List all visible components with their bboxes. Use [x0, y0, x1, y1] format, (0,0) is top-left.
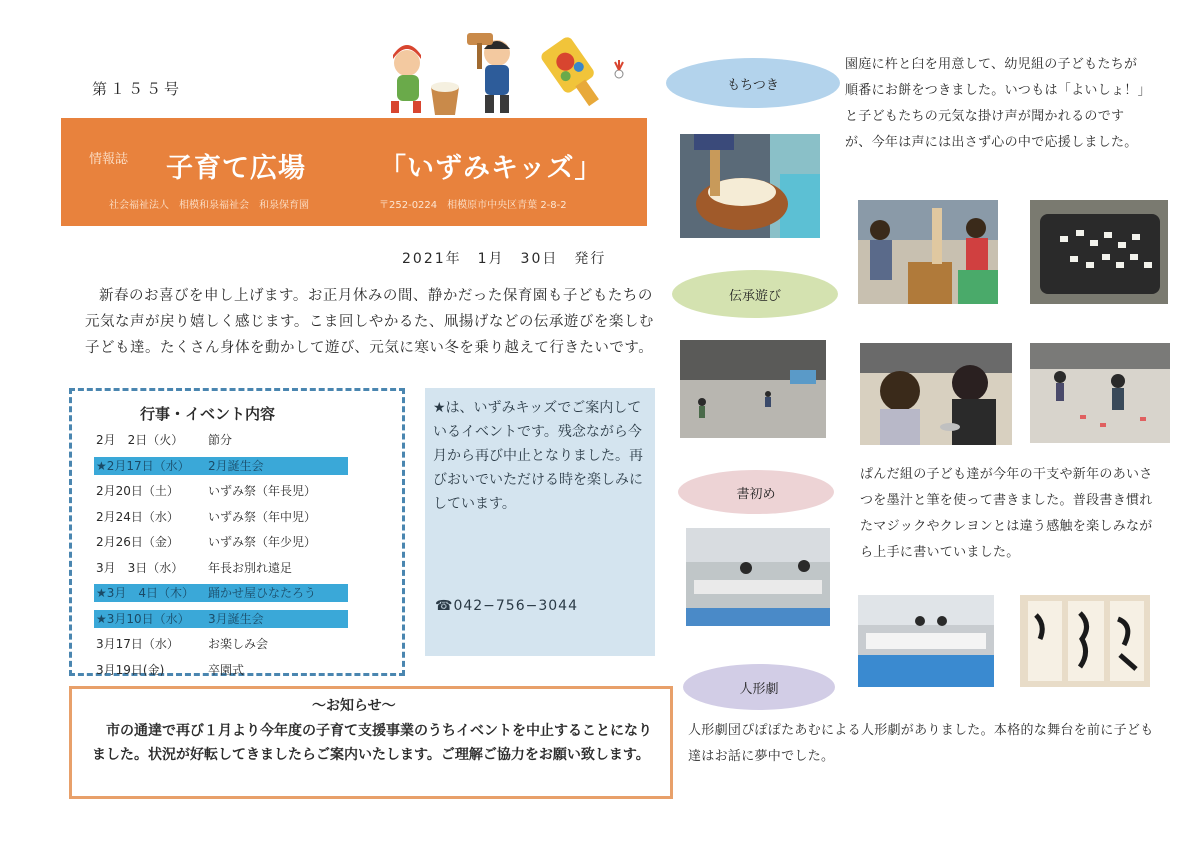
- events-box: [69, 388, 405, 676]
- event-date: 3月17日（水）: [96, 637, 179, 651]
- section-label-kakizome: 書初め: [678, 470, 834, 514]
- newsletter-name: 「いずみキッズ」: [379, 153, 603, 184]
- events-heading: 行事・イベント内容: [140, 405, 276, 423]
- event-name: 卒園式: [208, 662, 245, 677]
- event-row: [94, 457, 348, 475]
- event-row: [96, 508, 316, 526]
- phone-number: ☎042−756−3044: [435, 598, 578, 614]
- notice-body: 市の通達で再び１月より今年度の子育て支援事業のうちイベントを中止することになりました。状況が好転してきましたらご案内いたします。ご理解ご協力をお願い致します。: [92, 723, 652, 763]
- event-name: 年長お別れ遠足: [208, 560, 293, 575]
- organization-address: 〒252-0224 相模原市中央区青葉 2-8-2: [379, 200, 567, 211]
- event-date: 3月19日(金): [96, 662, 165, 677]
- photo-calligraphy-room: [686, 528, 830, 626]
- issue-date: 2021年 1月 30日 発行: [402, 251, 607, 267]
- photo-karuta: [1030, 343, 1170, 443]
- intro-paragraph: 新春のお喜びを申し上げます。お正月休みの間、静かだった保育園も子どもたちの元気な声が戻り嬉しく感じます。こま回しやかるた、凧揚げなどの伝承遊びを楽しむ子ども達。たくさん身体を動かして遊び、元気に寒い冬を乗り越えて行きたいです。: [85, 288, 654, 356]
- issue-number: 第１５５号: [92, 80, 183, 98]
- event-date: 2月24日（水）: [96, 509, 179, 524]
- event-date: ★3月10日（水）: [96, 611, 190, 626]
- event-date: 2月26日（金）: [96, 535, 179, 549]
- memo-text: ★は、いずみキッズでご案内しているイベントです。残念ながら今月から再び中止となりました。再びおいでいただける時を楽しみにしています。: [433, 400, 643, 512]
- event-date: 2月 2日（火）: [96, 433, 184, 447]
- photo-calligraphy-works: [1020, 595, 1150, 687]
- section-label-mochitsuki: もちつき: [666, 58, 840, 108]
- event-date: ★3月 4日（木）: [96, 586, 195, 600]
- event-row: [96, 533, 316, 551]
- notice-heading: ～お知らせ～: [312, 698, 396, 714]
- photo-playground: [680, 340, 826, 438]
- section-label-ningyougeki: 人形劇: [683, 664, 835, 710]
- hagoita-illustration: [535, 32, 630, 112]
- notice-box: [69, 686, 673, 799]
- event-name: いずみ祭（年長児）: [208, 484, 317, 498]
- organization-name: 社会福祉法人 相模和泉福祉会 和泉保育園: [109, 200, 309, 211]
- event-row: [96, 635, 268, 653]
- photo-spinning-top: [860, 343, 1012, 445]
- magazine-label: 情報誌: [89, 152, 129, 167]
- photo-kids-mochi: [858, 200, 998, 304]
- event-row: [94, 610, 348, 628]
- memo-box: [425, 388, 655, 656]
- event-name: 2月誕生会: [208, 458, 264, 473]
- mochi-kids-illustration: [385, 25, 535, 117]
- event-name: お楽しみ会: [208, 637, 269, 651]
- event-row: [94, 584, 348, 602]
- event-row: [96, 431, 232, 449]
- photo-calligraphy-table: [858, 595, 994, 687]
- event-row: [96, 559, 292, 577]
- event-row: [96, 482, 316, 500]
- ningyougeki-text: 人形劇団ぴぽぽたあむによる人形劇がありました。本格的な舞台を前に子ども達はお話に夢中でした。: [688, 723, 1154, 764]
- photo-mochi-pounding: [680, 134, 820, 238]
- photo-mochi-tray: [1030, 200, 1168, 304]
- title-banner: [61, 118, 647, 226]
- event-name: いずみ祭（年少児）: [208, 535, 317, 549]
- event-row: [96, 661, 244, 679]
- event-date: 2月20日（土）: [96, 484, 179, 498]
- event-name: 踊かせ屋ひなたろう: [208, 586, 317, 600]
- event-name: いずみ祭（年中児）: [208, 509, 317, 524]
- newsletter-title: 子育て広場: [166, 153, 306, 184]
- section-label-densho: 伝承遊び: [672, 270, 838, 318]
- mochitsuki-text: 園庭に杵と臼を用意して、幼児組の子どもたちが順番にお餅をつきました。いつもは「よいしょ！」と子どもたちの元気な掛け声が聞かれるのですが、今年は声には出さず心の中で応援しました。: [845, 57, 1145, 150]
- event-name: 節分: [208, 433, 233, 447]
- event-date: ★2月17日（水）: [96, 458, 190, 473]
- event-name: 3月誕生会: [208, 611, 264, 626]
- event-date: 3月 3日（水）: [96, 560, 184, 575]
- kakizome-text: ぱんだ組の子ども達が今年の干支や新年のあいさつを墨汁と筆を使って書きました。普段書き慣れたマジックやクレヨンとは違う感触を楽しみながら上手に書いていました。: [860, 467, 1153, 560]
